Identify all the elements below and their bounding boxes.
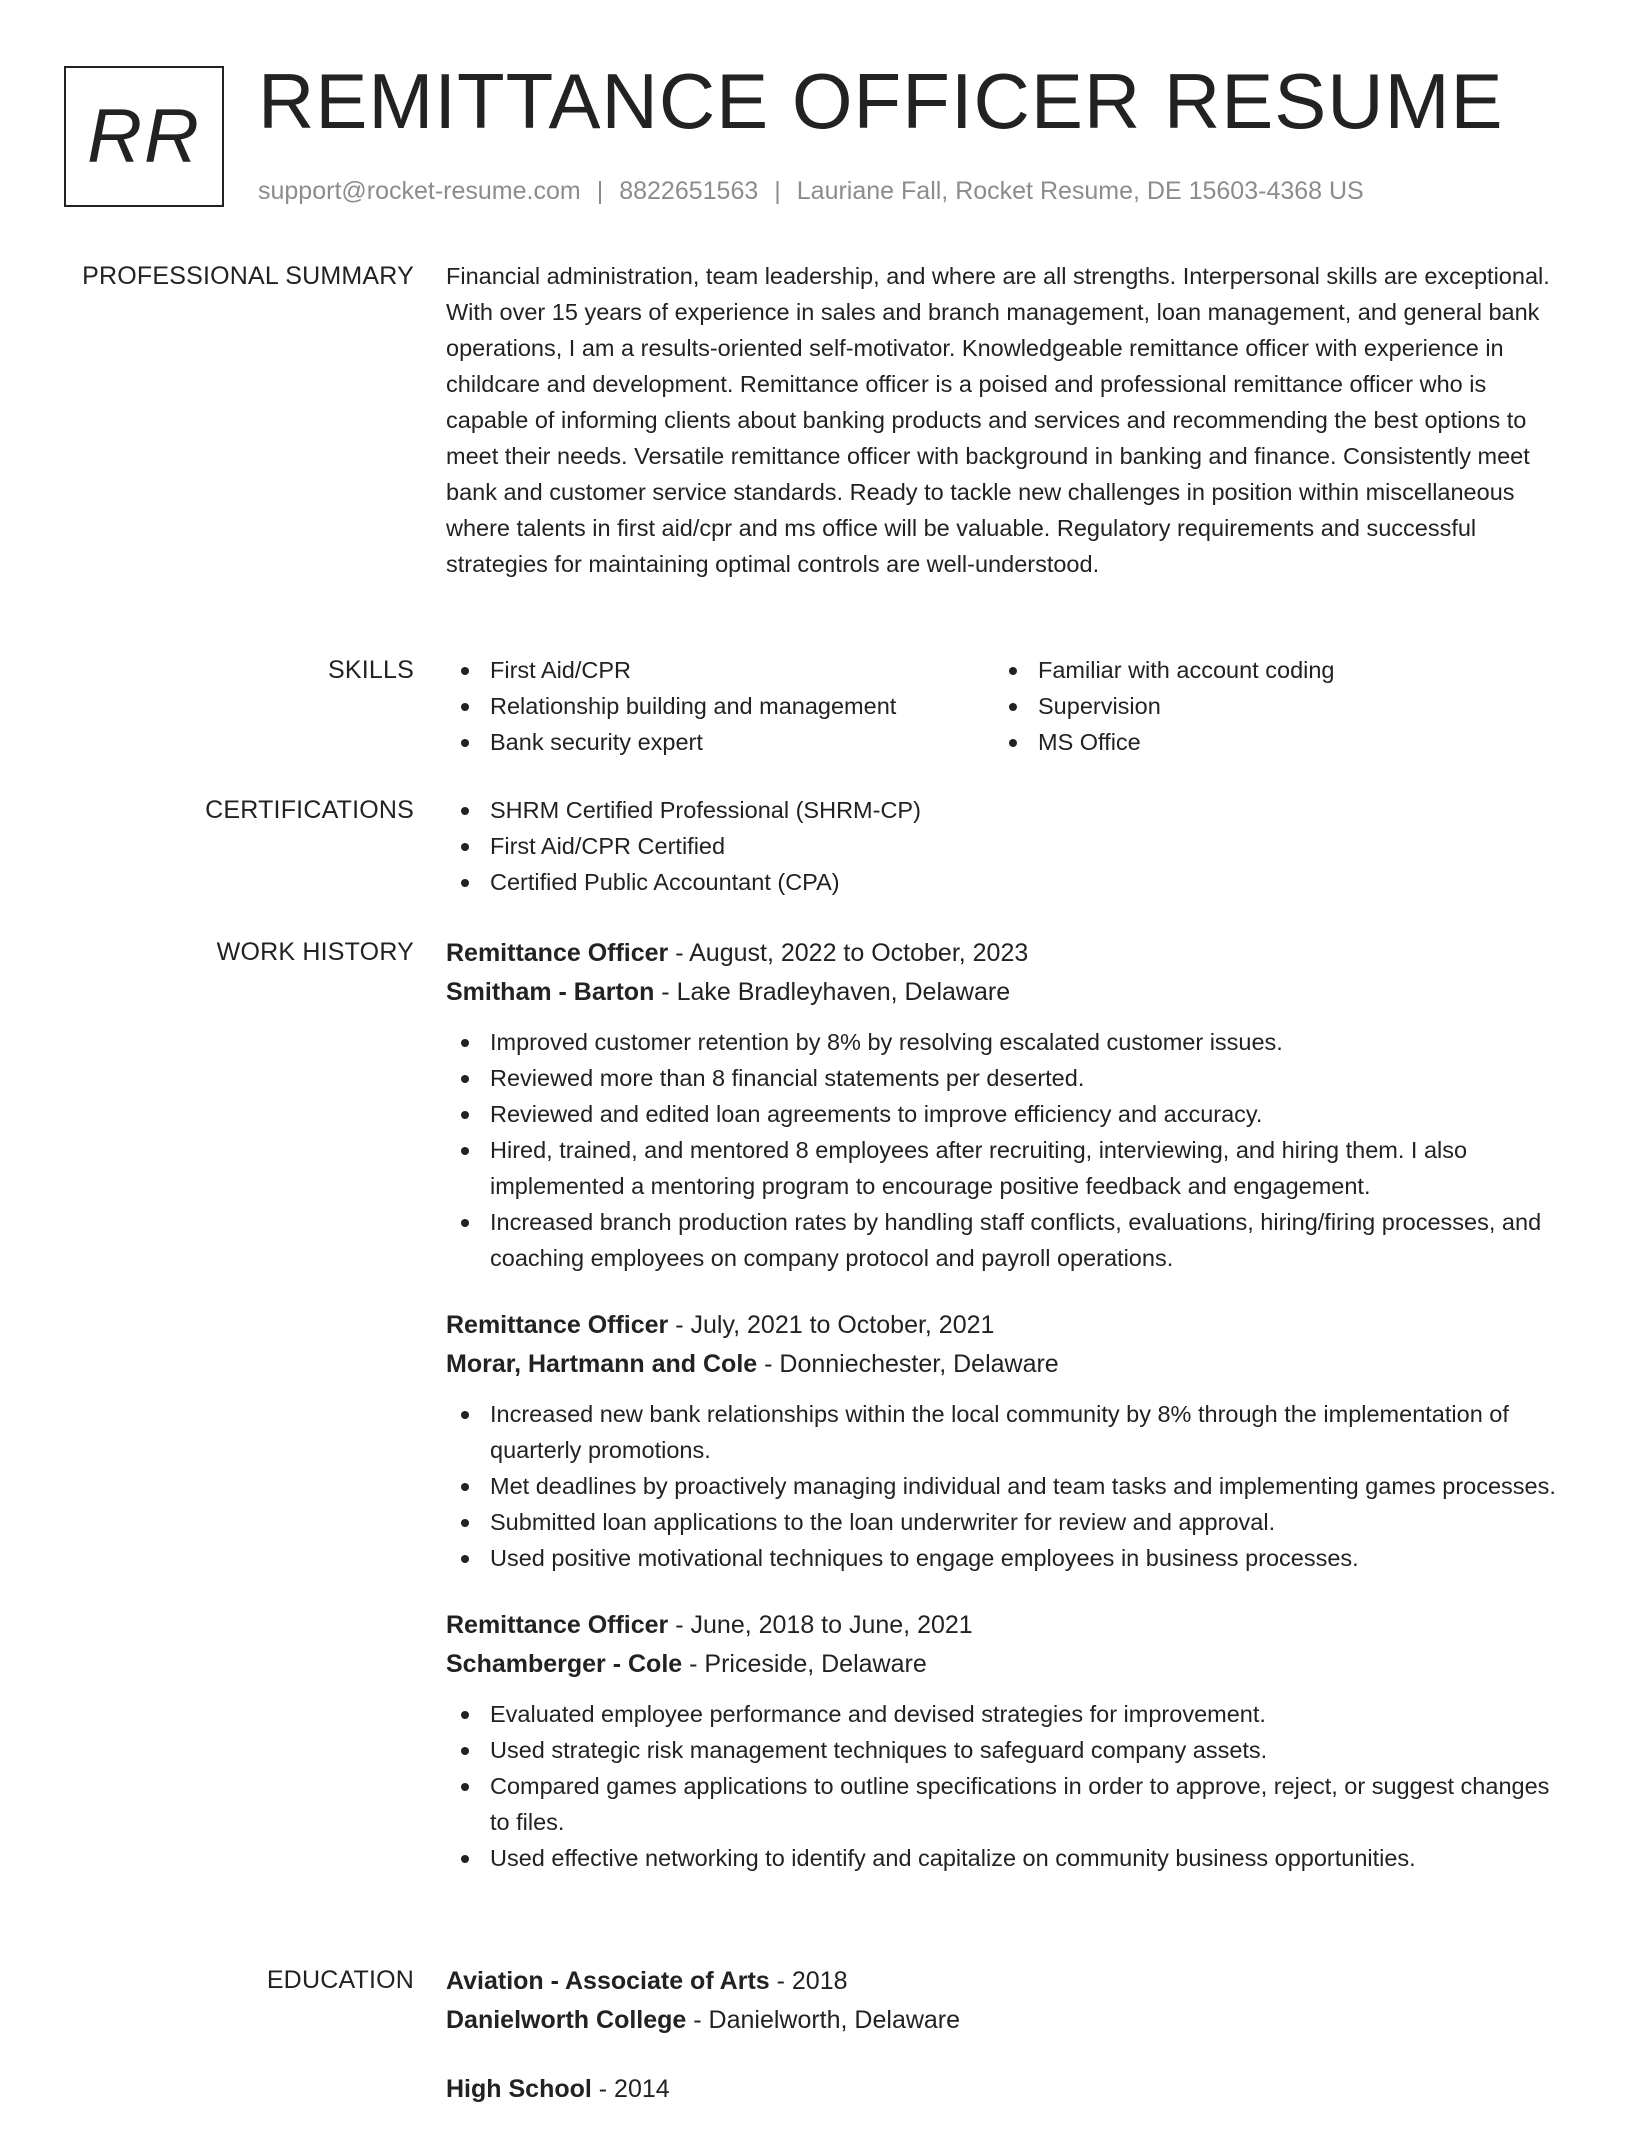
job-company: Morar, Hartmann and Cole [446, 1350, 758, 1378]
section-heading-work-history: WORK HISTORY [216, 938, 414, 966]
summary-body [446, 258, 1566, 582]
certifications-list [446, 792, 1566, 900]
skills-body [446, 652, 1566, 760]
job-title: Remittance Officer [446, 1311, 669, 1339]
skill-item: MS Office [994, 724, 1554, 760]
job-entry [446, 1306, 1566, 1576]
summary-text: Financial administration, team leadership, and where are all strengths. Interpersonal skills are exceptional. With over 15 years of experience in sales and branch management, loan management, and general bank operations, I am a results-oriented self-motivator. Knowledgeable remittance officer with experience in childcare and development. Remittance officer is a poised and professional remittance officer who is capable of informing clients about banking products and services and recommending the best options to meet their needs. Versatile remittance officer with background in banking and finance. Consistently meet bank and customer service standards. Ready to tackle new challenges in position within miscellaneous where talents in first aid/cpr and ms office will be valuable. Regulatory requirements and successful strategies for maintaining optimal controls are well-understood. [446, 263, 1550, 577]
job-bullet: Hired, trained, and mentored 8 employees after recruiting, interviewing, and hiring them. I also implemented a mentoring program to encourage positive feedback and engagement. [446, 1132, 1566, 1204]
education-entry [446, 1962, 1566, 2040]
contact-separator: | [774, 177, 781, 205]
work-history-body [446, 934, 1566, 1906]
skill-item: Familiar with account coding [994, 652, 1554, 688]
contact-address: Lauriane Fall, Rocket Resume, DE 15603-4368 US [796, 177, 1364, 205]
education-degree: Aviation - Associate of Arts [446, 1967, 770, 1995]
job-company-line [446, 1645, 1566, 1684]
job-bullets [446, 1396, 1566, 1576]
job-bullet: Increased new bank relationships within the local community by 8% through the implementation of quarterly promotions. [446, 1396, 1566, 1468]
skill-item: First Aid/CPR [446, 652, 994, 688]
contact-email[interactable]: support@rocket-resume.com [258, 177, 581, 205]
job-dates: - August, 2022 to October, 2023 [668, 939, 1029, 967]
contact-separator: | [596, 177, 604, 205]
education-year: - 2018 [769, 1967, 848, 1995]
job-location: - Priceside, Delaware [682, 1650, 927, 1678]
job-title: Remittance Officer [446, 939, 669, 967]
job-bullet: Increased branch production rates by handling staff conflicts, evaluations, hiring/firing processes, and coaching employees on company protocol and payroll operations. [446, 1204, 1566, 1276]
education-school: Danielworth College [446, 2006, 687, 2034]
job-bullets [446, 1696, 1566, 1876]
skills-list [446, 652, 1566, 760]
section-heading-skills: SKILLS [328, 656, 414, 684]
education-location: - Danielworth, Delaware [686, 2006, 961, 2034]
job-bullet: Compared games applications to outline specifications in order to approve, reject, or suggest changes to files. [446, 1768, 1566, 1840]
contact-line [258, 174, 1364, 208]
education-year: - 2014 [591, 2075, 670, 2103]
education-body [446, 1962, 1566, 2139]
job-bullet: Evaluated employee performance and devised strategies for improvement. [446, 1696, 1566, 1732]
job-dates: - June, 2018 to June, 2021 [668, 1611, 973, 1639]
education-degree-line [446, 2070, 1566, 2109]
job-company: Smitham - Barton [446, 978, 655, 1006]
skill-item: Bank security expert [446, 724, 994, 760]
job-title-line [446, 934, 1566, 973]
job-company: Schamberger - Cole [446, 1650, 683, 1678]
job-dates: - July, 2021 to October, 2021 [668, 1311, 995, 1339]
job-entry [446, 934, 1566, 1276]
job-title-line [446, 1606, 1566, 1645]
job-company-line [446, 1345, 1566, 1384]
skill-item: Supervision [994, 688, 1554, 724]
certifications-body [446, 792, 1566, 900]
education-degree: High School [446, 2075, 592, 2103]
section-heading-education: EDUCATION [266, 1966, 414, 1994]
skill-item: Relationship building and management [446, 688, 994, 724]
certification-item: SHRM Certified Professional (SHRM-CP) [446, 792, 1566, 828]
resume-title: REMITTANCE OFFICER RESUME [258, 57, 1504, 145]
education-entry [446, 2070, 1566, 2109]
job-entry [446, 1606, 1566, 1876]
job-bullets [446, 1024, 1566, 1276]
certification-item: First Aid/CPR Certified [446, 828, 1566, 864]
education-school-line [446, 2001, 1566, 2040]
contact-phone[interactable]: 8822651563 [619, 177, 759, 205]
job-bullet: Reviewed more than 8 financial statements per deserted. [446, 1060, 1566, 1096]
monogram-logo: RR [64, 66, 224, 207]
job-bullet: Submitted loan applications to the loan underwriter for review and approval. [446, 1504, 1566, 1540]
section-heading-certifications: CERTIFICATIONS [205, 796, 414, 824]
job-company-line [446, 973, 1566, 1012]
job-bullet: Used positive motivational techniques to engage employees in business processes. [446, 1540, 1566, 1576]
job-bullet: Used effective networking to identify and capitalize on community business opportunities. [446, 1840, 1566, 1876]
job-bullet: Used strategic risk management techniques to safeguard company assets. [446, 1732, 1566, 1768]
section-heading-summary: PROFESSIONAL SUMMARY [82, 262, 414, 290]
job-bullet: Met deadlines by proactively managing individual and team tasks and implementing games processes. [446, 1468, 1566, 1504]
job-title-line [446, 1306, 1566, 1345]
job-location: - Donniechester, Delaware [757, 1350, 1059, 1378]
job-location: - Lake Bradleyhaven, Delaware [654, 978, 1011, 1006]
job-bullet: Reviewed and edited loan agreements to improve efficiency and accuracy. [446, 1096, 1566, 1132]
education-degree-line [446, 1962, 1566, 2001]
certification-item: Certified Public Accountant (CPA) [446, 864, 1566, 900]
job-bullet: Improved customer retention by 8% by resolving escalated customer issues. [446, 1024, 1566, 1060]
job-title: Remittance Officer [446, 1611, 669, 1639]
